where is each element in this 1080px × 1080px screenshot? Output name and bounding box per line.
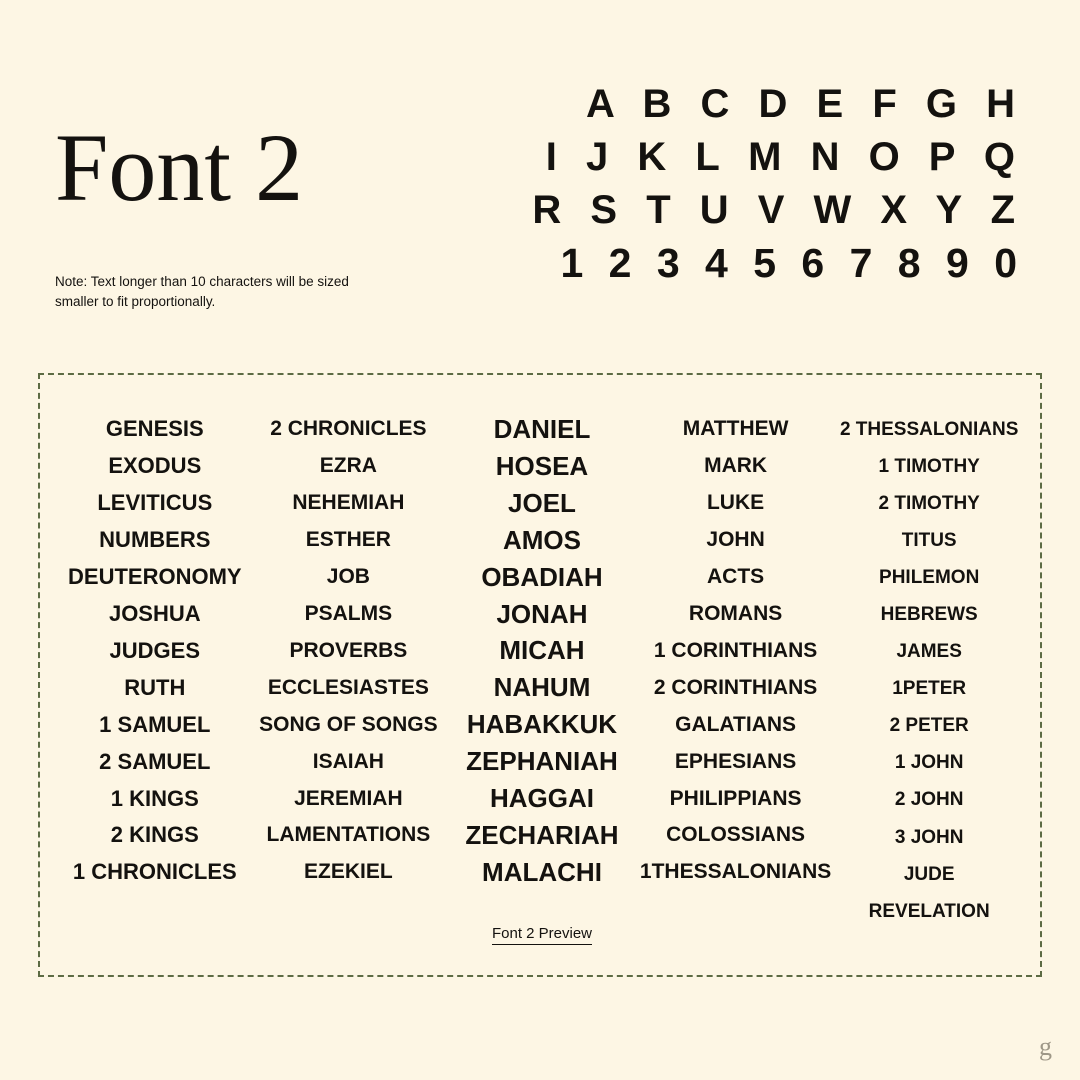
list-item: NUMBERS xyxy=(99,526,211,552)
list-item: JUDE xyxy=(903,863,955,885)
list-item: JOEL xyxy=(508,487,576,518)
list-item: ROMANS xyxy=(688,601,783,625)
list-item: EZEKIEL xyxy=(304,860,393,884)
list-item: 2 THESSALONIANS xyxy=(839,419,1019,440)
list-item: HAGGAI xyxy=(489,783,594,814)
list-item: 2 TIMOTHY xyxy=(878,493,980,515)
list-item: TITUS xyxy=(901,530,957,552)
list-item: 1 JOHN xyxy=(894,752,964,774)
list-item: HOSEA xyxy=(495,450,589,481)
list-item: LAMENTATIONS xyxy=(266,823,431,847)
list-item: MALACHI xyxy=(482,856,602,887)
list-item: JOSHUA xyxy=(108,600,201,626)
list-item: 1 KINGS xyxy=(110,785,199,811)
list-item: 1PETER xyxy=(892,678,967,700)
list-item: HEBREWS xyxy=(880,604,978,626)
list-item: JOB xyxy=(326,564,370,588)
list-item: EZRA xyxy=(319,453,377,477)
list-item: OBADIAH xyxy=(481,561,603,592)
list-item: 2 CHRONICLES xyxy=(270,417,427,440)
list-item: JAMES xyxy=(896,641,962,663)
list-item: ZEPHANIAH xyxy=(466,746,618,777)
book-column xyxy=(252,411,446,891)
list-item: ESTHER xyxy=(305,527,391,551)
list-item: JOHN xyxy=(706,527,765,551)
list-item: 2 KINGS xyxy=(110,822,199,848)
list-item: JEREMIAH xyxy=(294,786,403,810)
preview-caption-text: Font 2 Preview xyxy=(492,925,592,945)
list-item: RUTH xyxy=(124,674,186,700)
list-item: 1 CORINTHIANS xyxy=(653,638,818,662)
book-column xyxy=(832,411,1026,930)
list-item: 1THESSALONIANS xyxy=(639,860,832,884)
list-item: EXODUS xyxy=(108,452,202,478)
list-item: GALATIANS xyxy=(675,712,797,736)
list-item: REVELATION xyxy=(868,900,990,922)
size-note: Note: Text longer than 10 characters will be sized smaller to fit proportionally. xyxy=(55,274,349,310)
list-item: LUKE xyxy=(706,490,765,514)
list-item: 2 SAMUEL xyxy=(99,748,211,774)
alphabet-row-3: R S T U V W X Y Z xyxy=(532,187,1024,232)
list-item: ZECHARIAH xyxy=(465,819,619,850)
list-item: DEUTERONOMY xyxy=(68,563,242,589)
list-item: GENESIS xyxy=(105,416,204,441)
watermark-logo: g xyxy=(1039,1032,1052,1061)
list-item: MARK xyxy=(704,453,768,477)
list-item: PHILIPPIANS xyxy=(669,786,802,810)
book-column xyxy=(445,411,639,891)
list-item: JONAH xyxy=(496,598,588,629)
list-item: 1 CHRONICLES xyxy=(72,859,237,885)
list-item: NAHUM xyxy=(493,672,591,703)
list-item: ECCLESIASTES xyxy=(267,675,429,699)
alphabet-row-2: I J K L M N O P Q xyxy=(545,134,1024,179)
alphabet-row-digits: 1 2 3 4 5 6 7 8 9 0 xyxy=(560,240,1024,287)
list-item: 2 CORINTHIANS xyxy=(653,675,818,699)
list-item: ISAIAH xyxy=(312,749,384,773)
list-item: 2 JOHN xyxy=(894,789,964,811)
list-item: PSALMS xyxy=(304,601,393,625)
preview-panel xyxy=(38,373,1042,977)
list-item: MICAH xyxy=(499,635,585,666)
list-item: 3 JOHN xyxy=(894,826,964,848)
list-item: JUDGES xyxy=(109,637,201,663)
list-item: HABAKKUK xyxy=(466,709,618,740)
list-item: 1 TIMOTHY xyxy=(878,456,980,478)
list-item: ACTS xyxy=(706,564,765,588)
list-item: MATTHEW xyxy=(682,417,789,440)
list-item: EPHESIANS xyxy=(674,749,797,773)
list-item: SONG OF SONGS xyxy=(259,712,438,736)
header-section xyxy=(0,0,1080,370)
list-item: 2 PETER xyxy=(889,715,969,737)
alphabet-row-1: A B C D E F G H xyxy=(586,82,1024,126)
list-item: NEHEMIAH xyxy=(292,490,405,514)
list-item: LEVITICUS xyxy=(97,489,213,515)
list-item: 1 SAMUEL xyxy=(99,711,211,737)
page-title: Font 2 xyxy=(55,114,304,221)
book-columns xyxy=(40,411,1044,930)
alphabet-specimen xyxy=(404,78,1024,291)
book-column xyxy=(639,411,833,891)
list-item: AMOS xyxy=(502,524,581,555)
list-item: PROVERBS xyxy=(289,638,408,662)
list-item: PHILEMON xyxy=(879,567,980,589)
list-item: DANIEL xyxy=(493,414,591,444)
preview-caption xyxy=(40,925,1044,942)
book-column xyxy=(58,411,252,891)
list-item: COLOSSIANS xyxy=(666,823,805,847)
